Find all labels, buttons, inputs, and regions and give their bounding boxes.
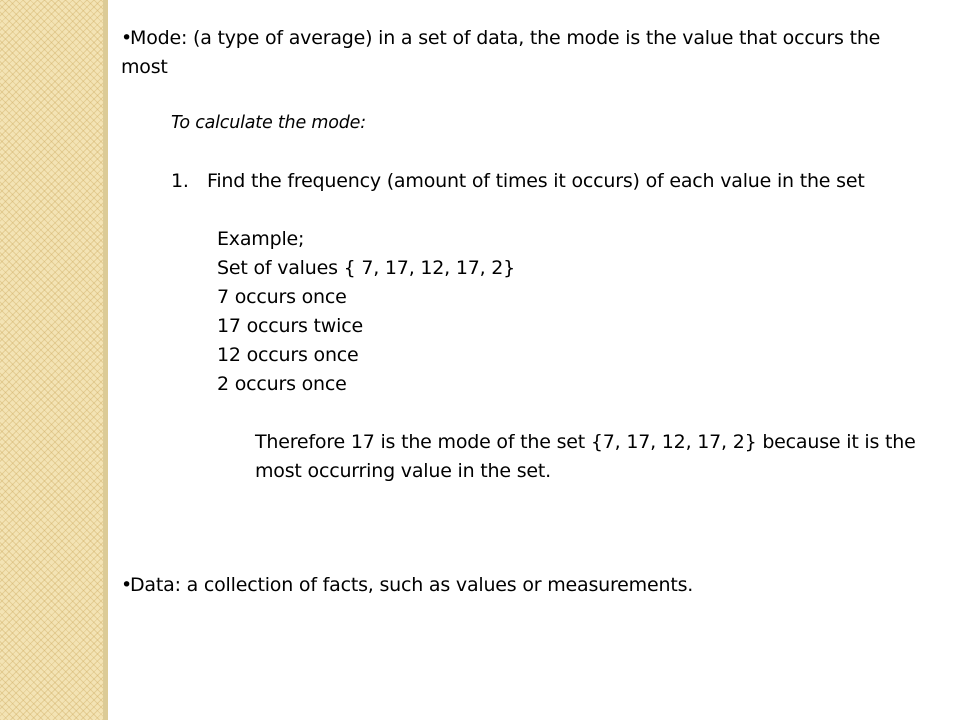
step-text: Find the frequency (amount of times it occurs) of each value in the set bbox=[207, 170, 865, 192]
example-line: Set of values { 7, 17, 12, 17, 2} bbox=[217, 257, 516, 279]
data-definition-text: Data: a collection of facts, such as values or measurements. bbox=[130, 574, 694, 596]
example-line: 2 occurs once bbox=[217, 373, 347, 395]
bullet-data bbox=[121, 571, 693, 600]
calc-heading: To calculate the mode: bbox=[171, 113, 366, 133]
bullet-mode-line1 bbox=[121, 24, 880, 53]
example-heading: Example; bbox=[217, 228, 305, 250]
mode-definition-text: Mode: (a type of average) in a set of data, the mode is the value that occurs the bbox=[130, 27, 881, 49]
bullet-mode-line2: most bbox=[121, 56, 168, 78]
example-line: 7 occurs once bbox=[217, 286, 347, 308]
example-line: 17 occurs twice bbox=[217, 315, 363, 337]
bullet-marker: • bbox=[121, 27, 133, 49]
conclusion-line2: most occurring value in the set. bbox=[255, 460, 551, 482]
step-1 bbox=[171, 167, 865, 196]
example-line: 12 occurs once bbox=[217, 344, 359, 366]
conclusion-line1: Therefore 17 is the mode of the set {7, 17, 12, 17, 2} because it is the bbox=[255, 431, 916, 453]
bullet-marker: • bbox=[121, 574, 133, 596]
step-number: 1. bbox=[171, 170, 189, 192]
